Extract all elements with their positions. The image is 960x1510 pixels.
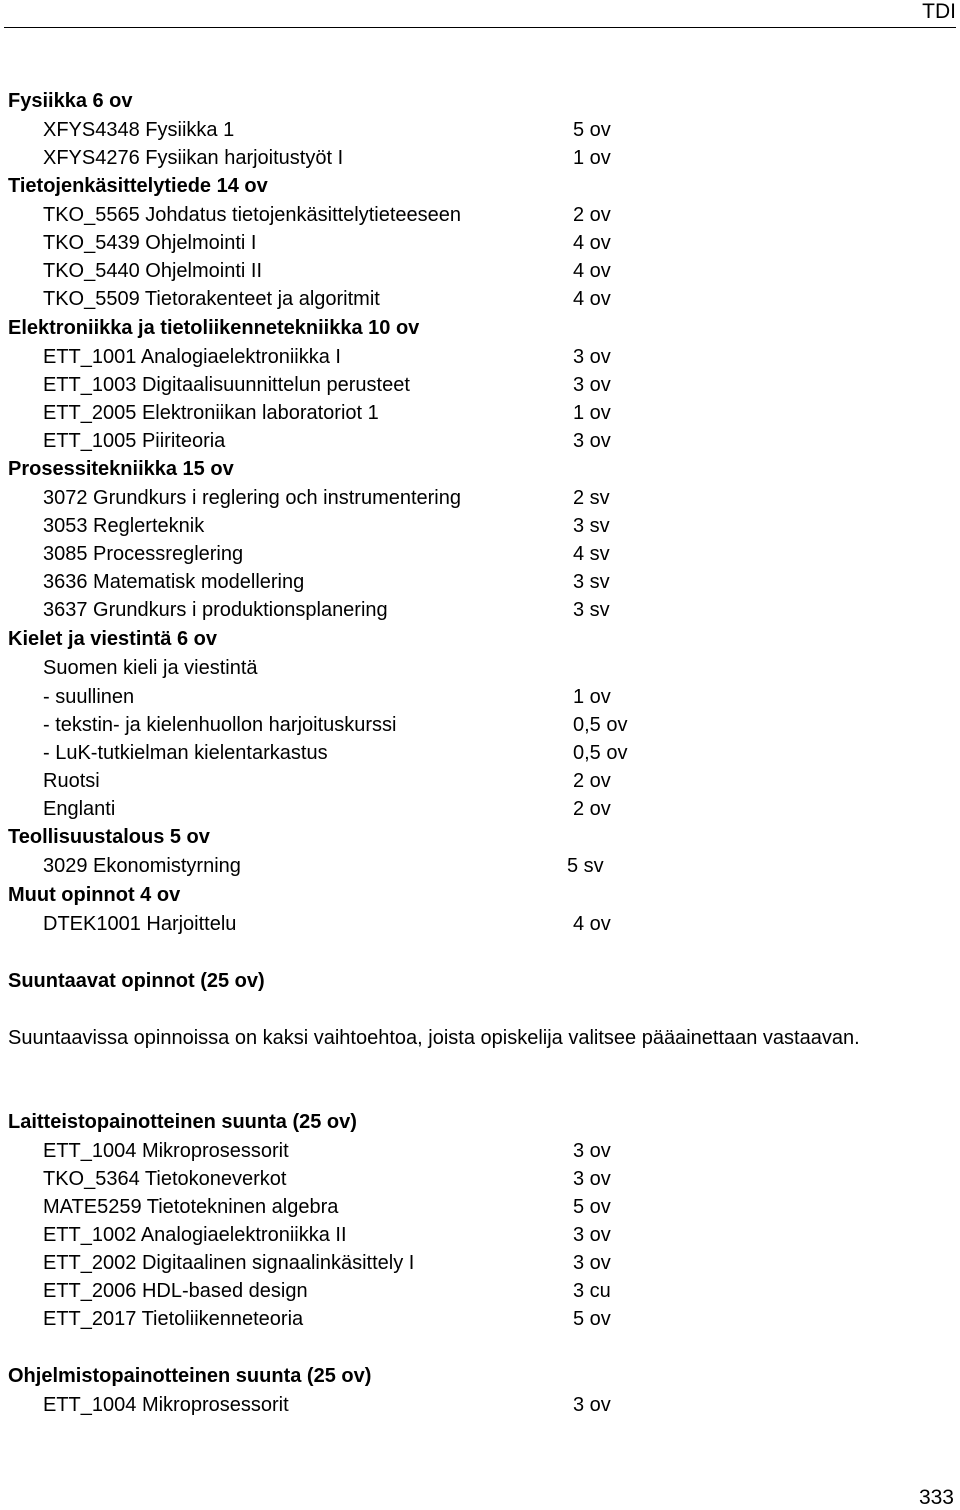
section-heading: Elektroniikka ja tietoliikennetekniikka 10 ov (8, 317, 420, 339)
course-name: 3053 Reglerteknik (43, 515, 205, 537)
course-name: Suomen kieli ja viestintä (43, 657, 258, 679)
course-name: 3636 Matematisk modellering (43, 571, 305, 593)
course-name: ETT_1003 Digitaalisuunnittelun perusteet (43, 374, 410, 396)
course-name: - LuK-tutkielman kielentarkastus (43, 742, 328, 764)
course-credits: 1 ov (573, 402, 611, 424)
course-name: DTEK1001 Harjoittelu (43, 913, 237, 935)
course-credits: 3 ov (573, 430, 611, 452)
section-heading: Tietojenkäsittelytiede 14 ov (8, 175, 268, 197)
course-name: ETT_1004 Mikroprosessorit (43, 1140, 289, 1162)
course-name: ETT_1002 Analogiaelektroniikka II (43, 1224, 347, 1246)
course-credits: 2 sv (573, 487, 610, 509)
course-credits: 5 ov (573, 1196, 611, 1218)
section-heading: Kielet ja viestintä 6 ov (8, 628, 217, 650)
course-credits: 4 sv (573, 543, 610, 565)
course-name: 3072 Grundkurs i reglering och instrumentering (43, 487, 461, 509)
course-name: ETT_1001 Analogiaelektroniikka I (43, 346, 341, 368)
course-credits: 5 ov (573, 119, 611, 141)
section-heading: Teollisuustalous 5 ov (8, 826, 210, 848)
course-name: 3637 Grundkurs i produktionsplanering (43, 599, 388, 621)
course-name: XFYS4276 Fysiikan harjoitustyöt I (43, 147, 344, 169)
course-credits: 1 ov (573, 147, 611, 169)
course-credits: 3 sv (573, 599, 610, 621)
course-name: Ruotsi (43, 770, 100, 792)
course-name: ETT_1004 Mikroprosessorit (43, 1394, 289, 1416)
course-credits: 3 sv (573, 515, 610, 537)
course-name: ETT_2006 HDL-based design (43, 1280, 308, 1302)
course-name: 3085 Processreglering (43, 543, 244, 565)
course-name: ETT_1005 Piiriteoria (43, 430, 226, 452)
course-credits: 3 sv (573, 571, 610, 593)
course-name: XFYS4348 Fysiikka 1 (43, 119, 235, 141)
track-heading: Laitteistopainotteinen suunta (25 ov) (8, 1111, 357, 1133)
course-credits: 2 ov (573, 204, 611, 226)
course-credits: 3 ov (573, 346, 611, 368)
course-credits: 3 ov (573, 1224, 611, 1246)
course-credits: 4 ov (573, 260, 611, 282)
course-credits: 3 ov (573, 1252, 611, 1274)
course-name: TKO_5364 Tietokoneverkot (43, 1168, 287, 1190)
course-credits: 5 ov (573, 1308, 611, 1330)
course-name: MATE5259 Tietotekninen algebra (43, 1196, 339, 1218)
course-credits: 3 ov (573, 1394, 611, 1416)
page-number: 333 (918, 1486, 954, 1509)
section-heading: Muut opinnot 4 ov (8, 884, 181, 906)
course-credits: 3 ov (573, 374, 611, 396)
course-credits: 4 ov (573, 288, 611, 310)
course-credits: 2 ov (573, 770, 611, 792)
course-name: TKO_5440 Ohjelmointi II (43, 260, 262, 282)
course-credits: 2 ov (573, 798, 611, 820)
electives-heading: Suuntaavat opinnot (25 ov) (8, 970, 265, 992)
section-heading: Prosessitekniikka 15 ov (8, 458, 234, 480)
course-name: TKO_5439 Ohjelmointi I (43, 232, 257, 254)
course-name: 3029 Ekonomistyrning (43, 855, 241, 877)
course-name: TKO_5509 Tietorakenteet ja algoritmit (43, 288, 380, 310)
electives-intro: Suuntaavissa opinnoissa on kaksi vaihtoehtoa, joista opiskelija valitsee pääainettaan vastaavan. (8, 1027, 860, 1049)
course-name: ETT_2017 Tietoliikenneteoria (43, 1308, 304, 1330)
course-credits: 0,5 ov (573, 714, 628, 736)
course-name: - suullinen (43, 686, 135, 708)
page-header-label: TDI (922, 0, 956, 23)
course-credits: 4 ov (573, 232, 611, 254)
course-name: TKO_5565 Johdatus tietojenkäsittelytieteeseen (43, 204, 462, 226)
course-credits: 4 ov (573, 913, 611, 935)
header-rule (4, 27, 956, 28)
course-credits: 0,5 ov (573, 742, 628, 764)
course-name: ETT_2002 Digitaalinen signaalinkäsittely I (43, 1252, 415, 1274)
course-credits: 3 cu (573, 1280, 611, 1302)
course-name: Englanti (43, 798, 116, 820)
course-credits: 5 sv (567, 855, 604, 877)
course-credits: 3 ov (573, 1168, 611, 1190)
course-credits: 1 ov (573, 686, 611, 708)
course-name: - tekstin- ja kielenhuollon harjoituskurssi (43, 714, 397, 736)
section-heading: Fysiikka 6 ov (8, 90, 133, 112)
course-credits: 3 ov (573, 1140, 611, 1162)
course-name: ETT_2005 Elektroniikan laboratoriot 1 (43, 402, 379, 424)
track-heading: Ohjelmistopainotteinen suunta (25 ov) (8, 1365, 372, 1387)
